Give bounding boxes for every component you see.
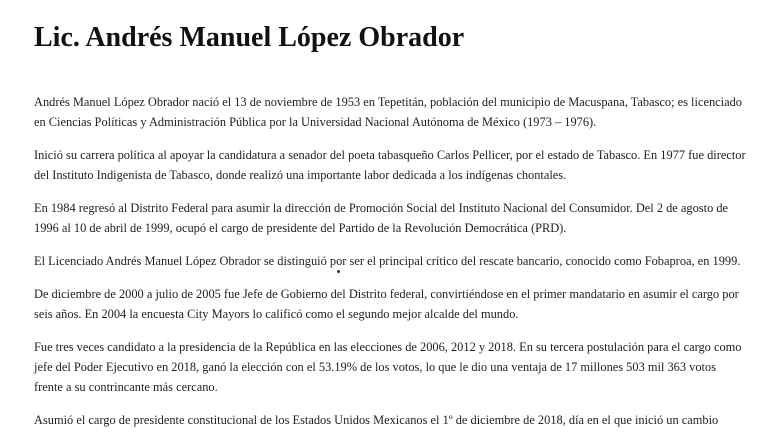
paragraph-birth: Andrés Manuel López Obrador nació el 13 de noviembre de 1953 en Tepetitán, población del municipio de Macuspana, Tabasco; es licenciado en Ciencias Políticas y Administración Pública por la Universidad Nacional Autónoma de México (1973 – 1976). — [34, 95, 742, 129]
paragraph-consumer-institute: En 1984 regresó al Distrito Federal para asumir la dirección de Promoción Social del Instituto Nacional del Consumidor. Del 2 de agosto de 1996 al 10 de abril de 1999, ocupó el cargo de presidente del Partido de la Revolución Democrática (PRD). — [34, 201, 729, 235]
paragraph-early-career: Inició su carrera política al apoyar la candidatura a senador del poeta tabasqueño Carlos Pellicer, por el estado de Tabasco. En 1977 fue director del Instituto Indigenista de Tabasco, donde realizó una importante labor dedicada a los indígenas chontales. — [34, 148, 746, 182]
page-title: Lic. Andrés Manuel López Obrador — [34, 22, 465, 53]
biography-body — [34, 92, 746, 433]
paragraph-candidacies: Fue tres veces candidato a la presidencia de la República en las elecciones de 2006, 2012 y 2018. En su tercera postulación para el cargo como jefe del Poder Ejecutivo en 2018, ganó la elección con el 53.19% de los votos, lo que le dio una ventaja de 17 millones 503 mil 363 votos frente a su contrincante más cercano. — [34, 340, 742, 394]
paragraph-presidency: Asumió el cargo de presidente constitucional de los Estados Unidos Mexicanos el 1º de diciembre de 2018, día en el que inició un cambio — [34, 413, 719, 427]
paragraph-head-of-government: De diciembre de 2000 a julio de 2005 fue Jefe de Gobierno del Distrito federal, convirtiéndose en el primer mandatario en asumir el cargo por seis años. En 2004 la encuesta City Mayors lo calificó como el segundo mejor alcalde del mundo. — [34, 287, 739, 321]
paragraph-fobaproa: El Licenciado Andrés Manuel López Obrador se distinguió por ser el principal crítico del rescate bancario, conocido como Fobaproa, en 1999. — [34, 254, 741, 268]
text-cursor-icon — [337, 270, 340, 273]
